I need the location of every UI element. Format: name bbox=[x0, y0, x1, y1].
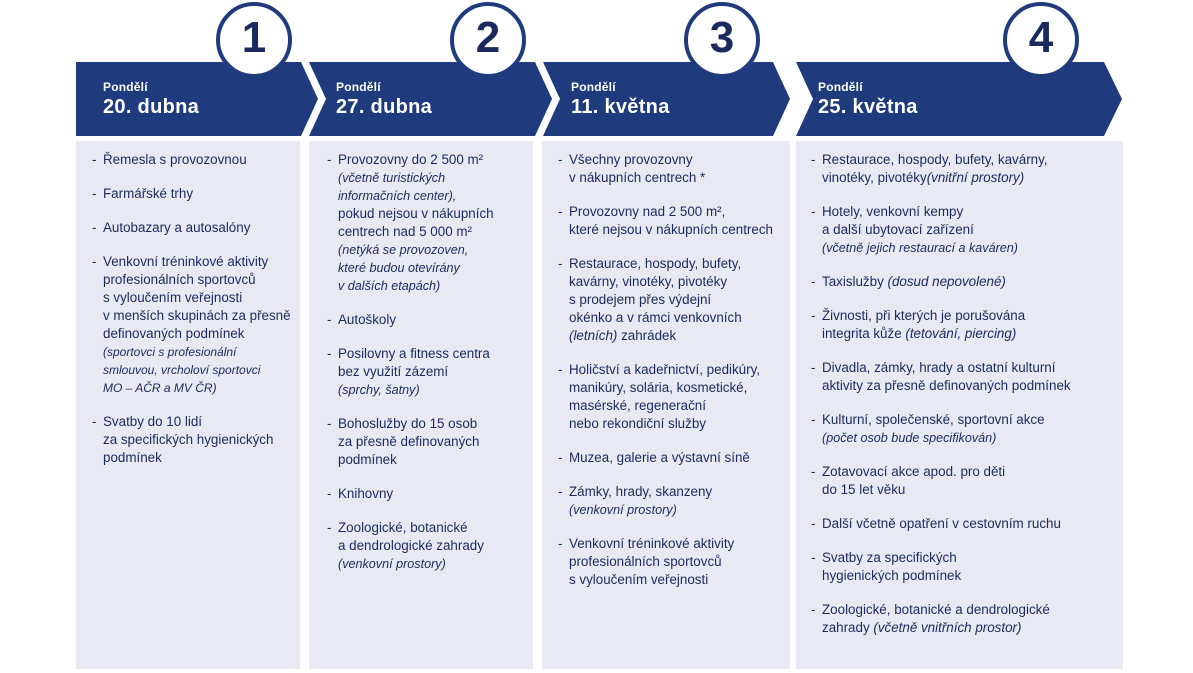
item-text: Živnosti, při kterých je porušována integrita kůže bbox=[822, 308, 1026, 341]
phase-1-header bbox=[103, 62, 303, 136]
item-note: (včetně jejich restaurací a kaváren) bbox=[822, 241, 1018, 255]
item-text: - Hotely, venkovní kempy a další ubytovací zařízení bbox=[822, 204, 974, 237]
item-note: (netýká se provozoven, které budou otevírány v dalších etapách) bbox=[338, 243, 469, 293]
item-text: pokud nejsou v nákupních centrech nad 5 000 m² bbox=[338, 206, 494, 239]
item-text: - Knihovny bbox=[338, 486, 394, 501]
list-item bbox=[327, 345, 531, 399]
list-item bbox=[558, 449, 788, 467]
phase-2-header bbox=[336, 62, 536, 136]
item-text: - Další včetně opatření v cestovním ruchu bbox=[822, 516, 1061, 531]
item-note: (vnitřní prostory) bbox=[926, 170, 1025, 185]
list-item bbox=[811, 411, 1121, 447]
item-text: - Venkovní tréninkové aktivity profesionálních sportovců s vyloučením veřejnosti bbox=[569, 536, 735, 587]
phase-1-number: 1 bbox=[241, 13, 267, 62]
item-note: (včetně turistických informačních center), bbox=[338, 171, 457, 203]
item-text: - Zámky, hrady, skanzeny bbox=[569, 484, 713, 499]
phase-4-date: 25. května bbox=[818, 96, 918, 118]
item-text: - Svatby do 10 lidí za specifických hygienických podmínek bbox=[103, 414, 274, 465]
phase-3-list bbox=[558, 151, 788, 605]
item-note: (sportovci s profesionální smlouvou, vrcholoví sportovci MO – AČR a MV ČR) bbox=[103, 345, 261, 395]
item-note: (dosud nepovolené) bbox=[887, 274, 1006, 289]
list-item bbox=[811, 203, 1121, 257]
item-text: - Autoškoly bbox=[338, 312, 397, 327]
phase-1-date: 20. dubna bbox=[103, 96, 200, 118]
list-item bbox=[811, 549, 1121, 585]
list-item bbox=[558, 255, 788, 345]
list-item bbox=[558, 483, 788, 519]
item-note: (včetně vnitřních prostor) bbox=[873, 620, 1022, 635]
list-item bbox=[558, 151, 788, 187]
phase-3-day: Pondělí bbox=[571, 80, 616, 94]
phase-4-list bbox=[811, 151, 1121, 653]
list-item bbox=[811, 463, 1121, 499]
list-item bbox=[327, 485, 531, 503]
list-item bbox=[92, 253, 298, 397]
item-text: - Farmářské trhy bbox=[103, 186, 194, 201]
list-item bbox=[92, 185, 298, 203]
item-text: - Holičství a kadeřnictví, pedikúry, manikúry, solária, kosmetické, masérské, regenerační nebo rekondiční služby bbox=[569, 362, 761, 431]
item-note: (venkovní prostory) bbox=[338, 557, 446, 571]
phase-3-date: 11. května bbox=[571, 96, 670, 118]
phase-2-date: 27. dubna bbox=[336, 96, 433, 118]
phase-4-panel bbox=[796, 141, 1123, 669]
item-note-line bbox=[569, 328, 676, 343]
phase-4-number: 4 bbox=[1028, 13, 1054, 62]
item-text: - Zoologické, botanické a dendrologické zahrady bbox=[338, 520, 484, 553]
list-item bbox=[811, 601, 1121, 637]
item-text: - Všechny provozovny v nákupních centrech * bbox=[569, 152, 706, 185]
item-note: (sprchy, šatny) bbox=[338, 383, 420, 397]
phase-1-day: Pondělí bbox=[103, 80, 148, 94]
list-item bbox=[327, 151, 531, 295]
list-item bbox=[327, 415, 531, 469]
item-note: (letních) bbox=[569, 328, 618, 343]
phase-1-panel bbox=[76, 141, 300, 669]
phase-1-list bbox=[92, 151, 298, 483]
item-note: (počet osob bude specifikován) bbox=[822, 431, 997, 445]
item-text: - Svatby za specifických hygienických podmínek bbox=[822, 550, 962, 583]
list-item bbox=[558, 535, 788, 589]
list-item bbox=[92, 413, 298, 467]
item-text: Zoologické, botanické a dendrologické zahrady bbox=[822, 602, 1050, 635]
list-item bbox=[811, 151, 1121, 187]
phase-3-number: 3 bbox=[709, 13, 735, 62]
item-text: Taxislužby bbox=[822, 274, 888, 289]
phase-2-number: 2 bbox=[475, 13, 501, 62]
item-text: - Provozovny nad 2 500 m², které nejsou v nákupních centrech bbox=[569, 204, 773, 237]
list-item bbox=[92, 219, 298, 237]
item-text: - Muzea, galerie a výstavní síně bbox=[569, 450, 750, 465]
item-note: (venkovní prostory) bbox=[569, 503, 677, 517]
item-text: - Zotavovací akce apod. pro děti do 15 let věku bbox=[822, 464, 1006, 497]
phase-2-panel bbox=[309, 141, 533, 669]
item-text-tail: zahrádek bbox=[617, 328, 677, 343]
item-text: - Autobazary a autosalóny bbox=[103, 220, 251, 235]
phase-4-header bbox=[818, 62, 1058, 136]
list-item bbox=[327, 519, 531, 573]
item-text: - Bohoslužby do 15 osob za přesně definovaných podmínek bbox=[338, 416, 480, 467]
list-item bbox=[558, 203, 788, 239]
item-text: - Provozovny do 2 500 m² bbox=[338, 152, 484, 167]
list-item bbox=[327, 311, 531, 329]
list-item bbox=[811, 273, 1121, 291]
item-text: - Divadla, zámky, hrady a ostatní kulturní aktivity za přesně definovaných podmínek bbox=[822, 360, 1071, 393]
item-text: Restaurace, hospody, bufety, kavárny, vinotéky, pivotéky bbox=[822, 152, 1048, 185]
phase-4-day: Pondělí bbox=[818, 80, 863, 94]
list-item bbox=[92, 151, 298, 169]
list-item bbox=[558, 361, 788, 433]
item-text: - Restaurace, hospody, bufety, kavárny, vinotéky, pivotéky s prodejem přes výdejní okénko a v rámci venkovních bbox=[569, 256, 742, 325]
list-item bbox=[811, 359, 1121, 395]
item-text: - Kulturní, společenské, sportovní akce bbox=[822, 412, 1045, 427]
phase-2-day: Pondělí bbox=[336, 80, 381, 94]
item-text: - Venkovní tréninkové aktivity profesionálních sportovců s vyloučením veřejnosti v menších skupinách za přesně definovaných podmínek bbox=[103, 254, 291, 341]
phase-3-panel bbox=[542, 141, 790, 669]
phase-2-list bbox=[327, 151, 531, 589]
phase-3-header bbox=[571, 62, 771, 136]
item-text: - Posilovny a fitness centra bez využití zázemí bbox=[338, 346, 490, 379]
list-item bbox=[811, 515, 1121, 533]
item-note: (tetování, piercing) bbox=[905, 326, 1017, 341]
item-text: - Řemesla s provozovnou bbox=[103, 152, 247, 167]
list-item bbox=[811, 307, 1121, 343]
